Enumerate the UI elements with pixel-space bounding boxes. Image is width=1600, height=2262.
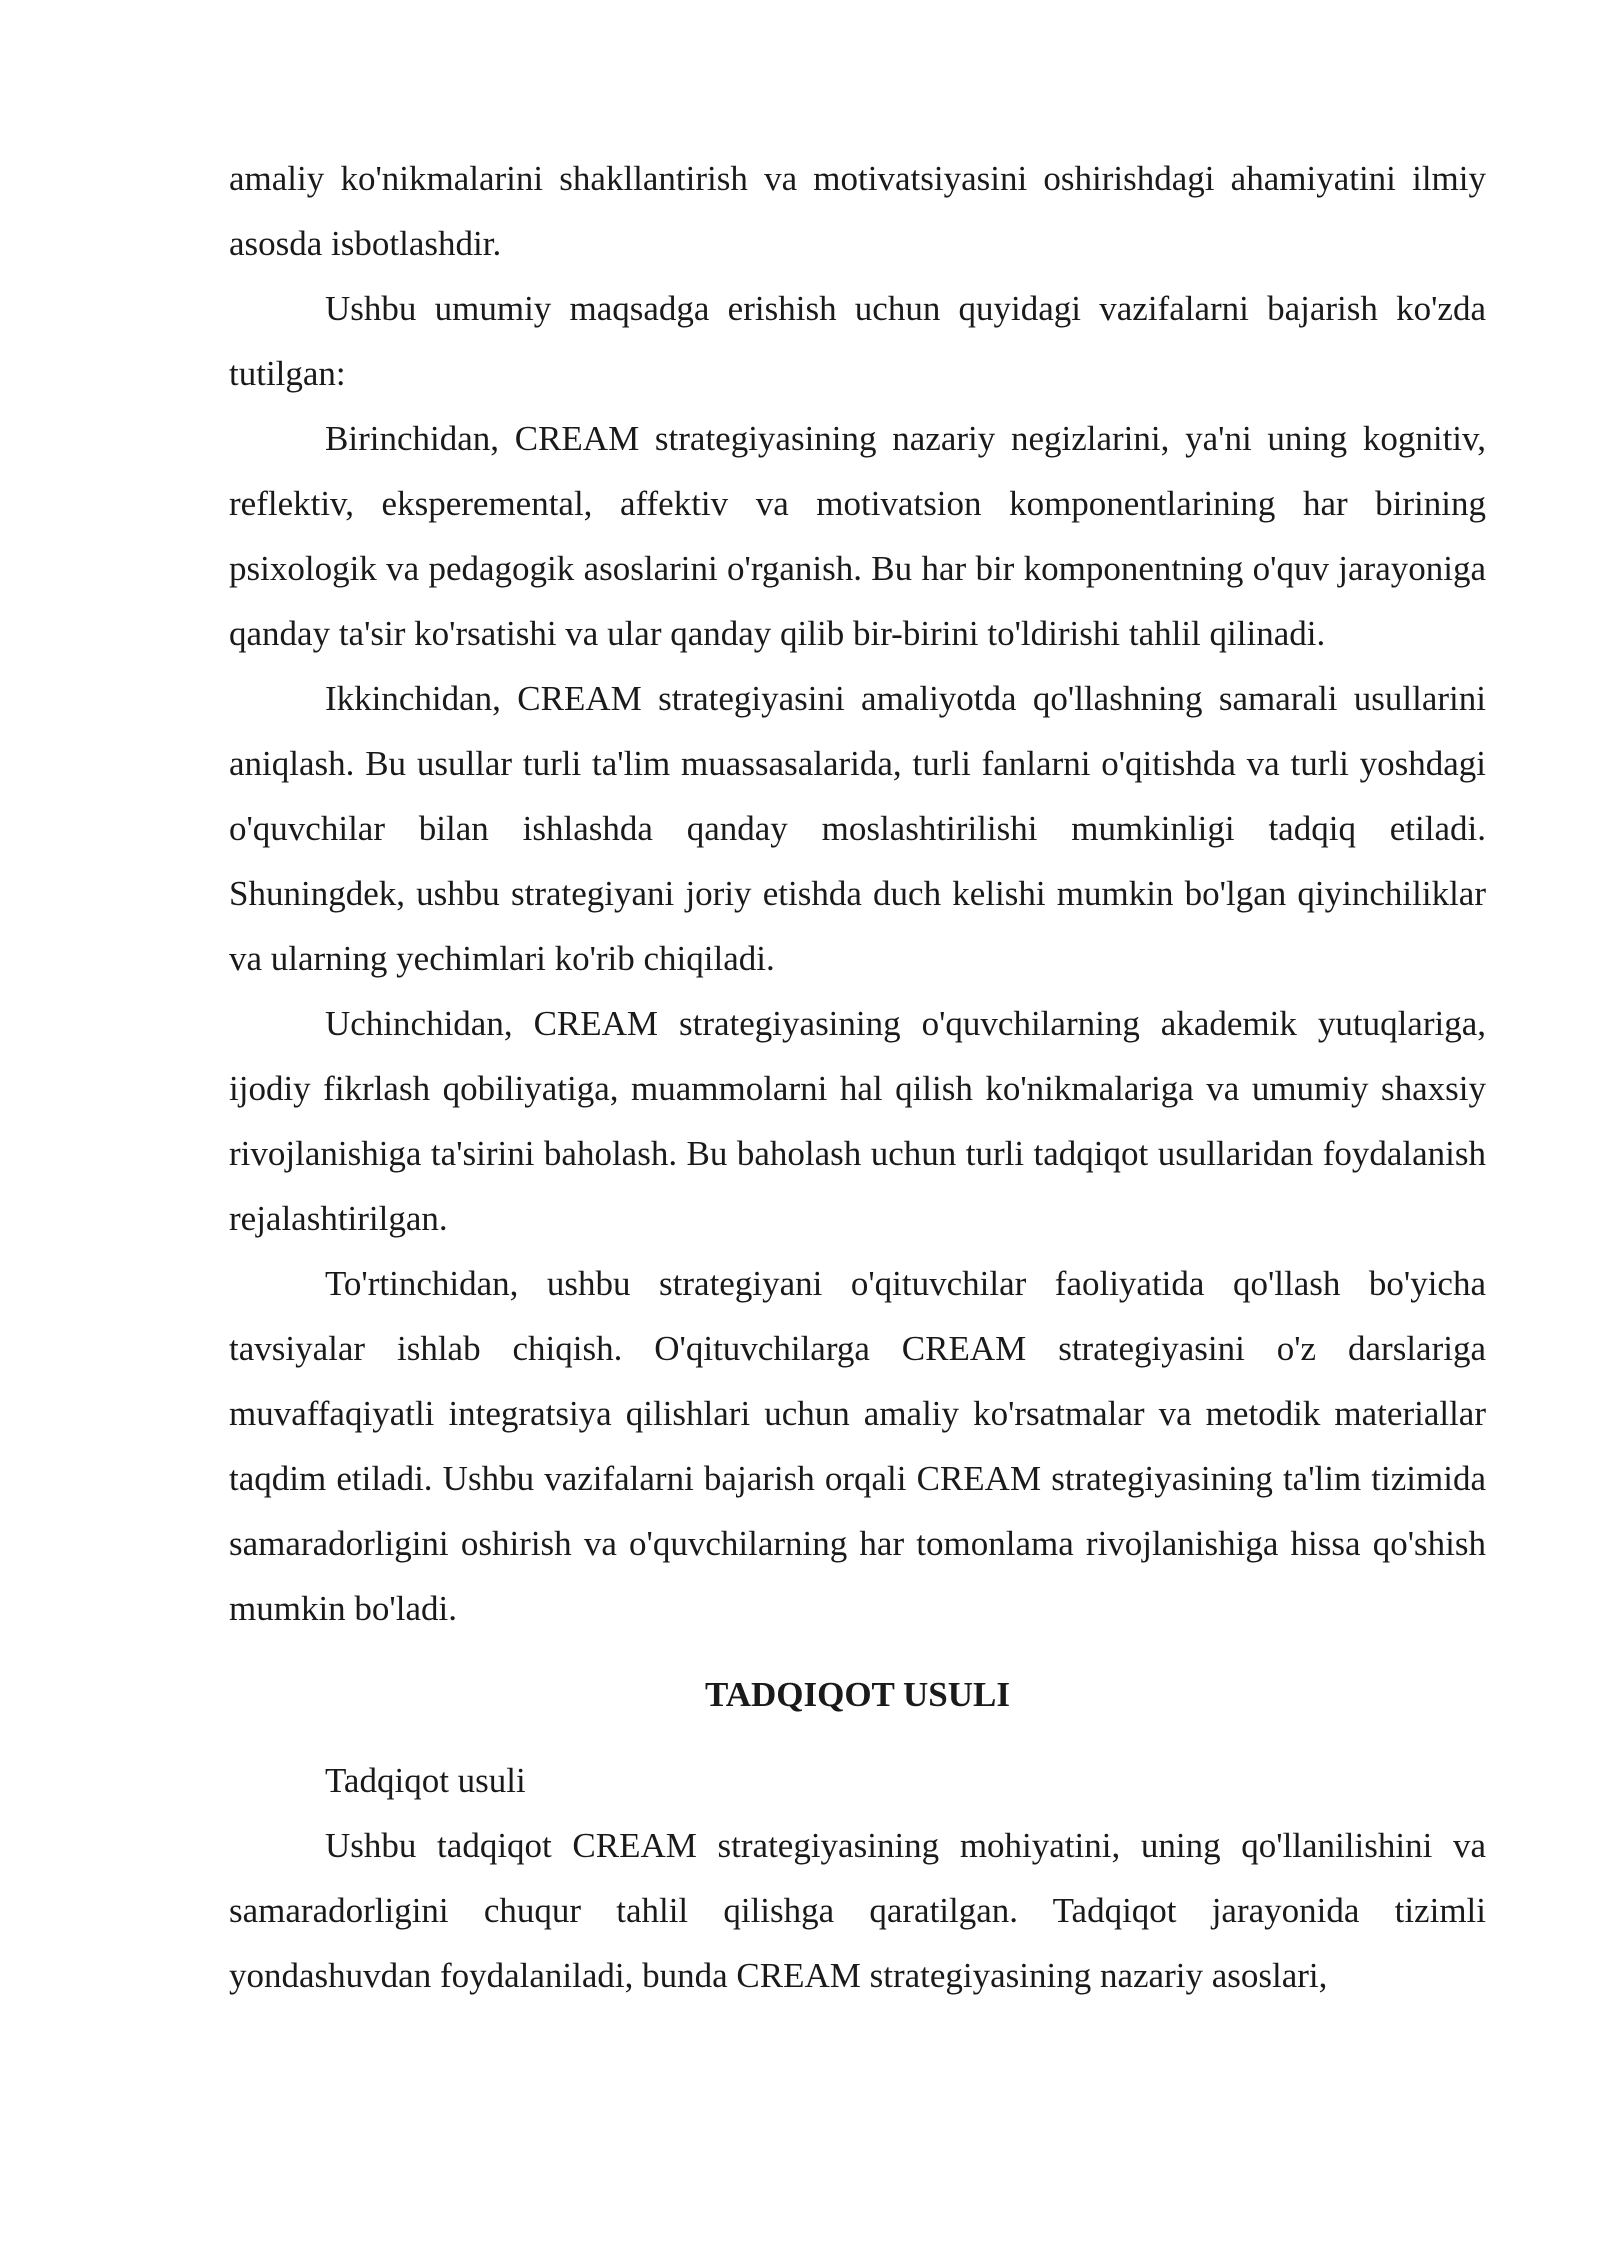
document-body <box>229 146 1486 2008</box>
paragraph-second-task: Ikkinchidan, CREAM strategiyasini amaliyotda qo'llashning samarali usullarini aniqlash. Bu usullar turli ta'lim muassasalarida, turli fanlarni o'qitishda va turli yoshdagi o'quvchilar bilan ishlashda qanday moslashtirilishi mumkinligi tadqiq etiladi. Shuningdek, ushbu strategiyani joriy etishda duch kelishi mumkin bo'lgan qiyinchiliklar va ularning yechimlari ko'rib chiqiladi. <box>229 679 1486 978</box>
paragraph-method-subtitle: Tadqiqot usuli <box>325 1761 526 1800</box>
paragraph-goal: Ushbu umumiy maqsadga erishish uchun quyidagi vazifalarni bajarish ko'zda tutilgan: <box>229 289 1486 393</box>
paragraph-fourth-task: To'rtinchidan, ushbu strategiyani o'qituvchilar faoliyatida qo'llash bo'yicha tavsiyalar ishlab chiqish. O'qituvchilarga CREAM strategiyasini o'z darslariga muvaffaqiyatli integratsiya qilishlari uchun amaliy ko'rsatmalar va metodik materiallar taqdim etiladi. Ushbu vazifalarni bajarish orqali CREAM strategiyasining ta'lim tizimida samaradorligini oshirish va o'quvchilarning har tomonlama rivojlanishiga hissa qo'shish mumkin bo'ladi. <box>229 1264 1486 1628</box>
section-heading: TADQIQOT USULI <box>704 1675 1011 1714</box>
paragraph-intro-continuation: amaliy ko'nikmalarini shakllantirish va motivatsiyasini oshirishdagi ahamiyatini ilmiy asosda isbotlashdir. <box>229 159 1486 263</box>
paragraph-method-description: Ushbu tadqiqot CREAM strategiyasining mohiyatini, uning qo'llanilishini va samaradorligini chuqur tahlil qilishga qaratilgan. Tadqiqot jarayonida tizimli yondashuvdan foydalaniladi, bunda CREAM strategiyasining nazariy asoslari, <box>229 1826 1486 1995</box>
paragraph-first-task: Birinchidan, CREAM strategiyasining nazariy negizlarini, ya'ni uning kognitiv, reflektiv, eksperemental, affektiv va motivatsion komponentlarining har birining psixologik va pedagogik asoslarini o'rganish. Bu har bir komponentning o'quv jarayoniga qanday ta'sir ko'rsatishi va ular qanday qilib bir-birini to'ldirishi tahlil qilinadi. <box>229 419 1486 653</box>
paragraph-third-task: Uchinchidan, CREAM strategiyasining o'quvchilarning akademik yutuqlariga, ijodiy fikrlash qobiliyatiga, muammolarni hal qilish ko'nikmalariga va umumiy shaxsiy rivojlanishiga ta'sirini baholash. Bu baholash uchun turli tadqiqot usullaridan foydalanish rejalashtirilgan. <box>229 1004 1486 1238</box>
